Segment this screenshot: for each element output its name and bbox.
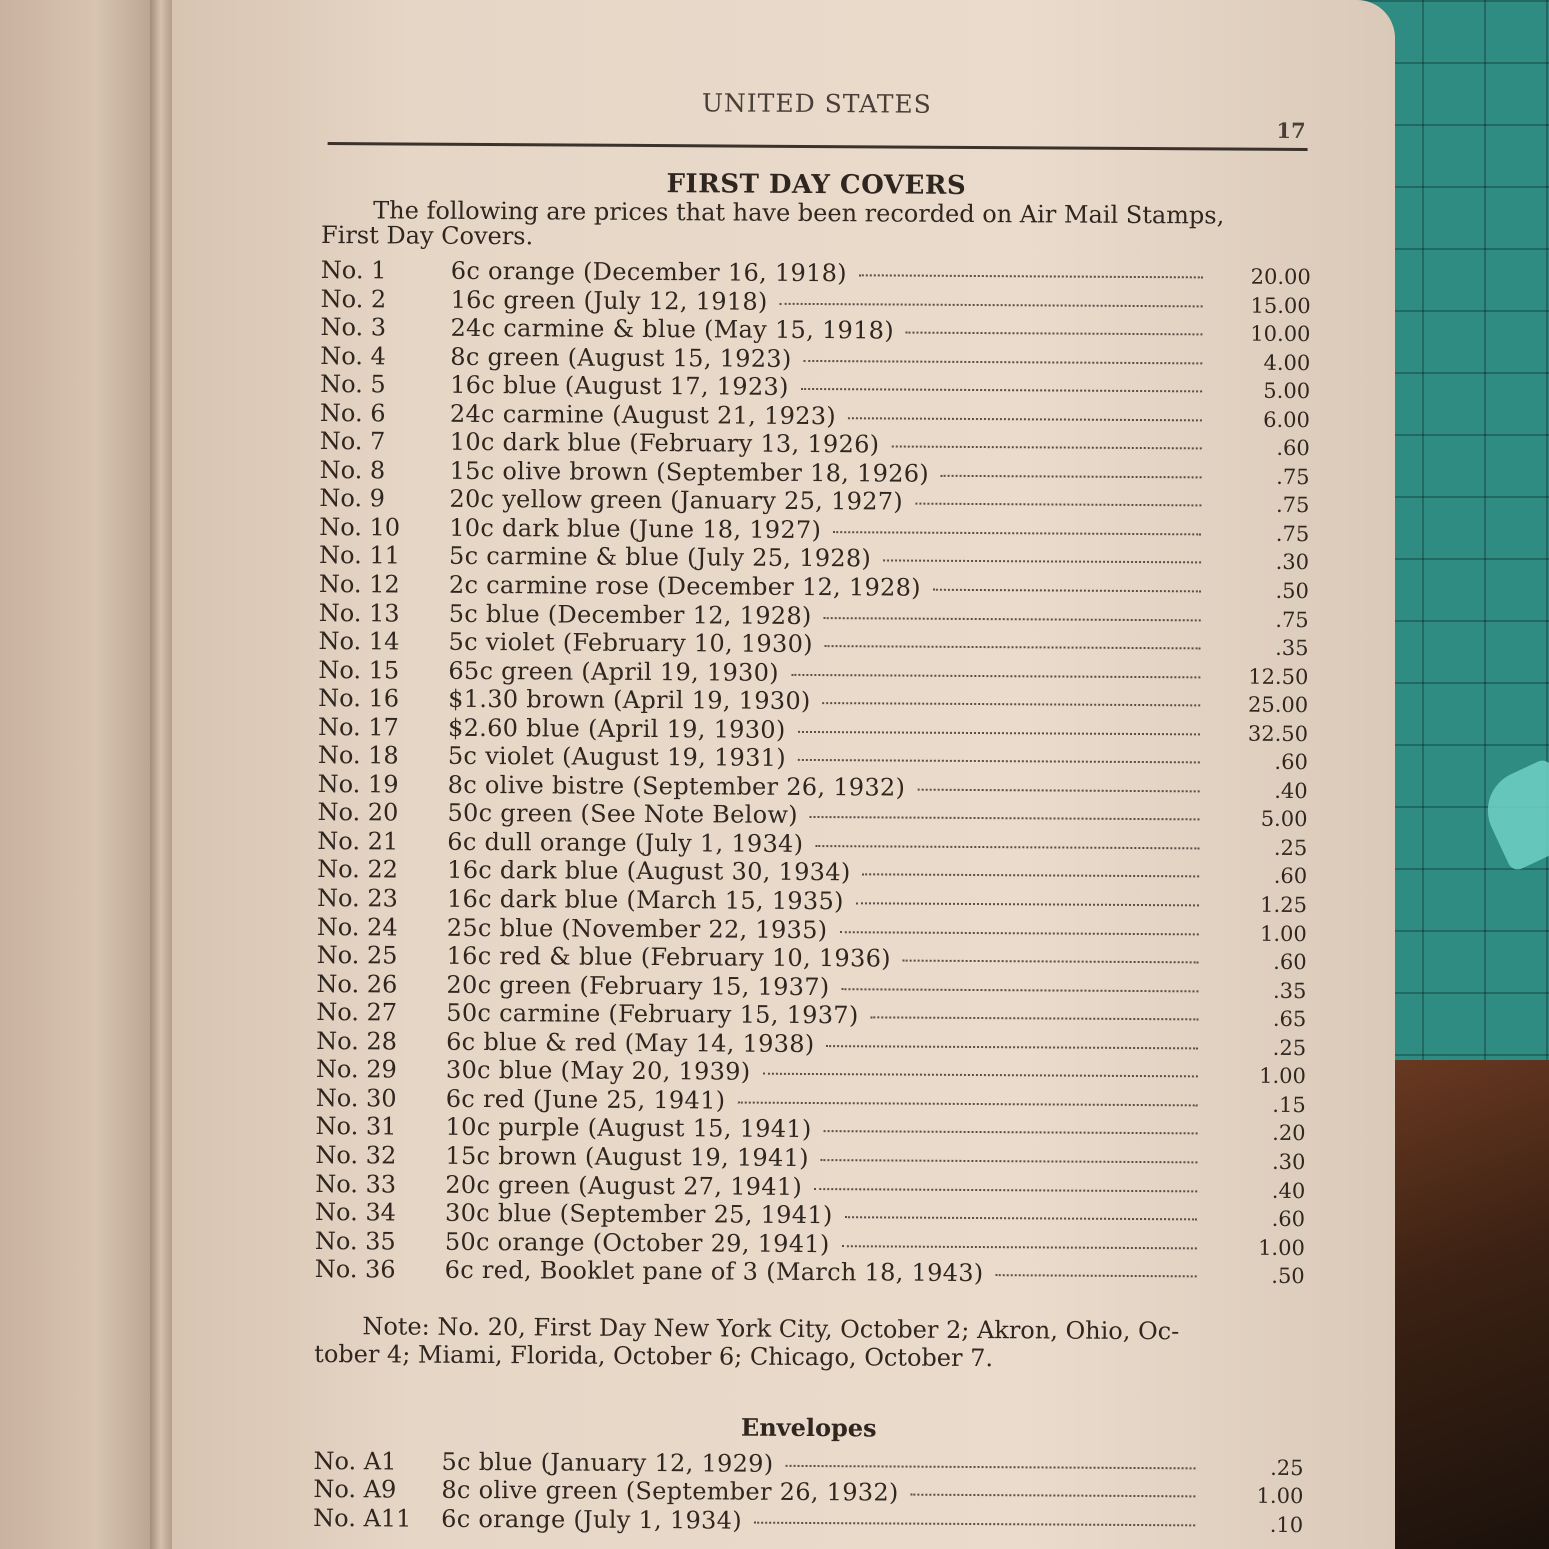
item-number: No. A11 <box>313 1503 412 1533</box>
item-description: 6c blue & red (May 14, 1938) <box>446 1027 815 1058</box>
dot-leader <box>821 1159 1198 1163</box>
item-number: No. 23 <box>316 884 398 913</box>
item-price: 6.00 <box>1263 407 1311 432</box>
item-description: 16c dark blue (August 30, 1934) <box>447 856 851 887</box>
dot-leader <box>804 360 1203 364</box>
item-description: 6c orange (December 16, 1918) <box>450 256 847 288</box>
dot-leader <box>883 560 1201 564</box>
item-number: No. 18 <box>317 741 399 770</box>
page-number: 17 <box>1276 117 1306 144</box>
item-description: 8c olive bistre (September 26, 1932) <box>447 770 906 802</box>
item-description: 20c yellow green (January 25, 1927) <box>449 485 904 516</box>
item-description: $1.30 brown (April 19, 1930) <box>448 684 811 716</box>
list-item <box>315 1255 1305 1290</box>
item-price: 1.00 <box>1259 1064 1307 1089</box>
item-price: 25.00 <box>1248 692 1309 718</box>
dot-leader <box>995 1274 1196 1277</box>
item-price: .25 <box>1270 1455 1304 1480</box>
item-price: .60 <box>1276 436 1310 461</box>
item-number: No. 22 <box>317 855 399 884</box>
dot-leader <box>891 446 1201 450</box>
item-price: .25 <box>1272 1035 1307 1060</box>
item-number: No. 27 <box>316 998 398 1027</box>
item-description: 5c blue (December 12, 1928) <box>448 599 812 630</box>
item-description: 5c violet (February 10, 1930) <box>448 627 813 659</box>
item-number: No. 12 <box>318 570 400 599</box>
item-description: 5c violet (August 19, 1931) <box>447 742 787 773</box>
item-price: 1.00 <box>1259 921 1307 946</box>
item-number: No. 2 <box>320 284 387 313</box>
dot-leader <box>933 589 1201 593</box>
item-description: 15c olive brown (September 18, 1926) <box>449 456 930 488</box>
item-price: .65 <box>1272 1007 1307 1032</box>
item-number: No. 36 <box>314 1255 396 1284</box>
item-price: .60 <box>1271 1206 1306 1232</box>
item-price: 20.00 <box>1250 264 1311 290</box>
item-description: 24c carmine (August 21, 1923) <box>449 399 837 430</box>
item-description: 10c dark blue (June 18, 1927) <box>449 513 822 544</box>
dot-leader <box>903 960 1199 964</box>
dot-leader <box>737 1101 1197 1106</box>
dot-leader <box>842 1245 1197 1249</box>
item-price: .75 <box>1276 464 1310 489</box>
item-description: 15c brown (August 19, 1941) <box>445 1141 809 1172</box>
dot-leader <box>780 302 1203 307</box>
item-price: 1.00 <box>1256 1483 1304 1509</box>
dot-leader <box>814 1188 1197 1192</box>
item-description: $2.60 blue (April 19, 1930) <box>447 713 786 744</box>
item-description: 25c blue (November 22, 1935) <box>446 913 828 944</box>
item-description: 16c blue (August 17, 1923) <box>450 370 789 402</box>
left-page <box>0 0 160 1549</box>
item-description: 50c orange (October 29, 1941) <box>444 1227 830 1258</box>
item-number: No. 33 <box>315 1169 397 1198</box>
running-head-title: UNITED STATES <box>701 88 932 119</box>
item-number: No. 19 <box>317 769 399 799</box>
item-number: No. 31 <box>315 1112 397 1141</box>
item-description: 50c carmine (February 15, 1937) <box>446 998 859 1030</box>
item-number: No. 15 <box>318 655 400 685</box>
item-description: 10c purple (August 15, 1941) <box>445 1113 812 1144</box>
dot-leader <box>941 475 1202 479</box>
item-price: .35 <box>1272 978 1307 1003</box>
item-price: 5.00 <box>1263 378 1311 404</box>
item-description: 16c red & blue (February 10, 1936) <box>446 941 891 973</box>
item-price: 4.00 <box>1263 350 1311 375</box>
item-number: No. 1 <box>320 255 387 285</box>
dot-leader <box>798 759 1200 763</box>
item-price: .60 <box>1274 750 1308 775</box>
dot-leader <box>785 1465 1195 1470</box>
item-number: No. 21 <box>317 826 399 856</box>
item-description: 8c olive green (September 26, 1932) <box>441 1475 899 1507</box>
item-price: 32.50 <box>1247 721 1309 746</box>
dot-leader <box>911 1494 1196 1498</box>
item-price: .35 <box>1275 635 1309 661</box>
item-number: No. 32 <box>315 1140 397 1170</box>
item-price: .75 <box>1275 493 1310 518</box>
dot-leader <box>871 1017 1199 1021</box>
envelopes-heading: Envelopes <box>740 1412 877 1443</box>
item-price: .60 <box>1273 864 1308 889</box>
dot-leader <box>845 1216 1197 1220</box>
item-price: .30 <box>1275 550 1310 575</box>
item-price: 15.00 <box>1250 293 1311 318</box>
dot-leader <box>839 931 1198 935</box>
item-number: No. 35 <box>314 1226 396 1256</box>
dot-leader <box>856 902 1199 906</box>
item-number: No. 20 <box>317 798 399 827</box>
item-price: .40 <box>1271 1178 1306 1203</box>
item-number: No. 11 <box>319 541 401 570</box>
item-description: 8c green (August 15, 1923) <box>450 342 792 373</box>
item-description: 30c blue (September 25, 1941) <box>444 1198 833 1230</box>
item-number: No. 9 <box>319 484 386 513</box>
note-paragraph <box>314 1312 1304 1374</box>
item-number: No. A9 <box>313 1475 397 1504</box>
item-number: No. 10 <box>319 512 401 542</box>
dot-leader <box>754 1521 1195 1526</box>
item-price: .30 <box>1271 1149 1306 1174</box>
dot-leader <box>801 388 1202 392</box>
item-number: No. 26 <box>316 969 398 999</box>
item-number: No. 30 <box>315 1083 397 1113</box>
item-price: .10 <box>1269 1512 1304 1537</box>
note-line-1: Note: No. 20, First Day New York City, October 2; Akron, Ohio, Oc- <box>362 1311 1180 1345</box>
dot-leader <box>863 874 1200 878</box>
item-number: No. A1 <box>313 1446 397 1476</box>
dot-leader <box>841 988 1198 992</box>
item-price: .50 <box>1275 578 1309 604</box>
first-day-covers-list <box>315 256 1311 1290</box>
item-number: No. 28 <box>316 1026 398 1056</box>
item-number: No. 17 <box>317 712 399 742</box>
item-description: 5c carmine & blue (July 25, 1928) <box>449 542 872 573</box>
item-number: No. 14 <box>318 627 400 656</box>
dot-leader <box>825 645 1201 649</box>
item-price: 12.50 <box>1248 664 1309 689</box>
dot-leader <box>833 531 1201 535</box>
dot-leader <box>824 1130 1198 1134</box>
dot-leader <box>827 1045 1199 1049</box>
item-number: No. 5 <box>320 370 386 399</box>
page-content <box>313 80 1312 1538</box>
envelopes-list <box>313 1447 1304 1539</box>
item-number: No. 8 <box>319 455 386 485</box>
item-description: 16c dark blue (March 15, 1935) <box>446 884 844 916</box>
dot-leader <box>859 274 1203 278</box>
dot-leader <box>791 674 1201 679</box>
item-price: .75 <box>1275 521 1310 546</box>
dot-leader <box>762 1073 1197 1078</box>
item-price: .60 <box>1273 949 1307 975</box>
item-price: 1.25 <box>1260 892 1308 918</box>
item-price: .40 <box>1274 778 1308 803</box>
item-description: 5c blue (January 12, 1929) <box>441 1447 774 1478</box>
item-number: No. 25 <box>316 941 398 970</box>
item-description: 2c carmine rose (December 12, 1928) <box>448 570 921 602</box>
item-price: .25 <box>1273 835 1308 860</box>
dot-leader <box>915 503 1201 507</box>
list-item <box>313 1504 1303 1539</box>
item-price: .75 <box>1275 607 1309 632</box>
dot-leader <box>798 731 1200 735</box>
dot-leader <box>823 702 1201 706</box>
item-number: No. 3 <box>320 313 387 342</box>
running-head <box>322 80 1312 160</box>
intro-paragraph <box>321 198 1311 254</box>
item-number: No. 24 <box>316 912 398 942</box>
item-number: No. 4 <box>320 341 386 371</box>
header-rule <box>328 142 1308 151</box>
intro-line-1: The following are prices that have been recorded on Air Mail Stamps, <box>373 196 1225 230</box>
item-price: .15 <box>1272 1092 1306 1117</box>
item-number: No. 6 <box>319 398 386 428</box>
item-description: 30c blue (May 20, 1939) <box>445 1056 751 1086</box>
item-description: 6c orange (July 1, 1934) <box>441 1504 742 1535</box>
item-number: No. 13 <box>318 598 400 628</box>
dot-leader <box>917 788 1199 792</box>
item-price: 5.00 <box>1260 807 1308 832</box>
item-description: 6c red, Booklet pane of 3 (March 18, 1943) <box>444 1255 984 1288</box>
intro-line-2: First Day Covers. <box>320 220 534 251</box>
item-price: 10.00 <box>1250 321 1311 347</box>
item-description: 65c green (April 19, 1930) <box>448 656 779 687</box>
dot-leader <box>906 332 1203 336</box>
item-price: .50 <box>1271 1263 1305 1289</box>
section-heading: FIRST DAY COVERS <box>666 169 967 201</box>
item-price: 1.00 <box>1258 1235 1305 1260</box>
item-description: 10c dark blue (February 13, 1926) <box>449 428 880 459</box>
item-number: No. 16 <box>318 684 400 713</box>
item-description: 24c carmine & blue (May 15, 1918) <box>450 313 895 345</box>
dot-leader <box>815 845 1199 849</box>
dot-leader <box>810 816 1200 820</box>
dot-leader <box>848 417 1202 421</box>
item-description: 20c green (February 15, 1937) <box>446 970 830 1001</box>
item-description: 50c green (See Note Below) <box>447 799 798 830</box>
item-number: No. 7 <box>319 427 386 456</box>
item-description: 6c red (June 25, 1941) <box>445 1084 726 1115</box>
dot-leader <box>824 617 1201 621</box>
item-description: 6c dull orange (July 1, 1934) <box>447 827 804 858</box>
note-line-2: tober 4; Miami, Florida, October 6; Chicago, October 7. <box>314 1339 994 1372</box>
item-number: No. 34 <box>314 1198 396 1227</box>
item-number: No. 29 <box>315 1055 397 1084</box>
item-description: 16c green (July 12, 1918) <box>450 285 768 316</box>
item-description: 20c green (August 27, 1941) <box>445 1170 803 1201</box>
item-price: .20 <box>1272 1121 1306 1146</box>
book-gutter <box>150 0 172 1549</box>
